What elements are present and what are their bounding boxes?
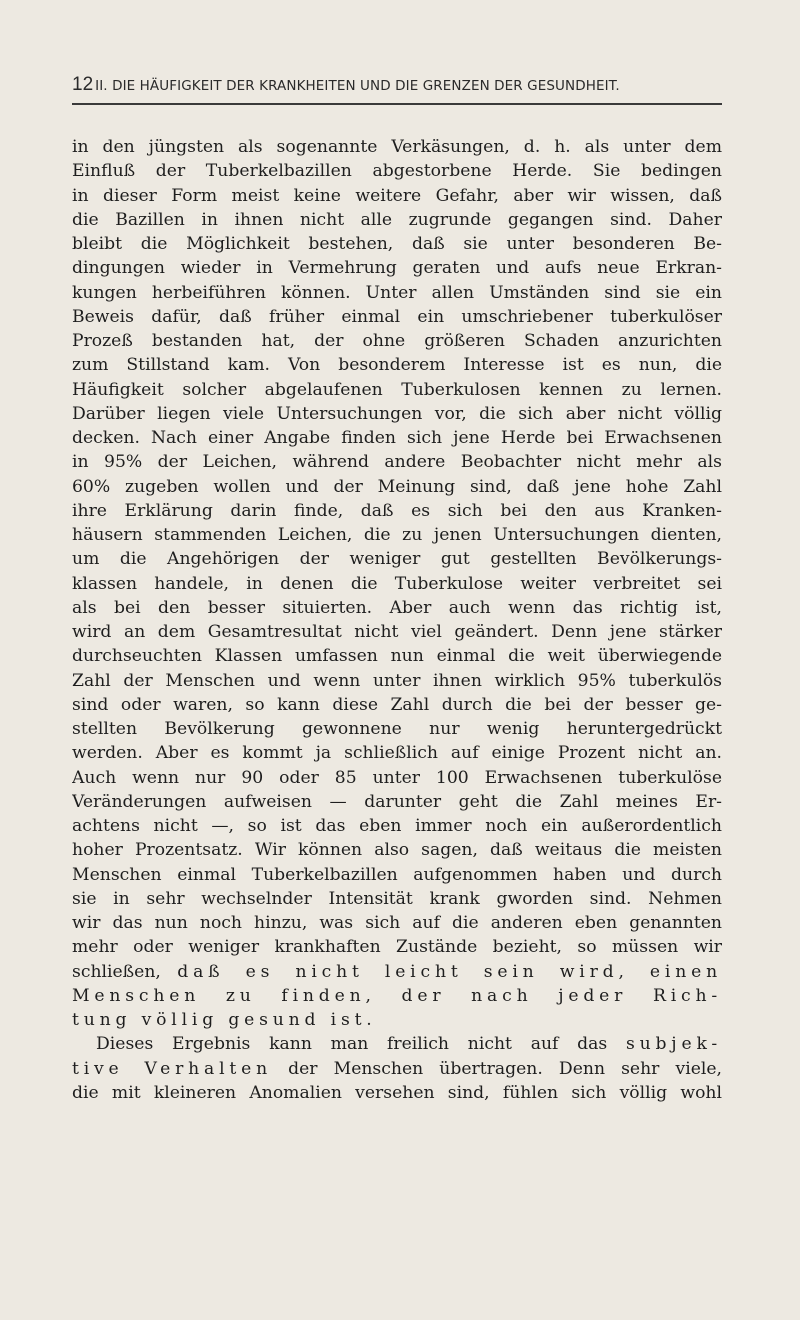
text-line: klassen handele, in denen die Tuberkulose weiter verbreitet sei xyxy=(72,573,722,594)
text-line: stellten Bevölkerung gewonnene nur wenig heruntergedrückt xyxy=(72,719,722,739)
spaced-emphasis: tung völlig gesund ist. xyxy=(72,1010,377,1030)
text-line: achtens nicht —, so ist das eben immer noch ein außerordentlich xyxy=(72,816,722,836)
spaced-emphasis: Menschen zu finden, der nach jeder Rich- xyxy=(72,985,722,1006)
text-line: Einfluß der Tuberkelbazillen abgestorbene Herde. Sie bedingen xyxy=(72,161,722,182)
page-number: 12 xyxy=(72,74,94,95)
text-line: um die Angehörigen der weniger gut gestellten Bevölkerungs- xyxy=(72,549,722,570)
text-line: wird an dem Gesamtresultat nicht viel geändert. Denn jene stärker xyxy=(72,622,722,642)
text-line: Häufigkeit solcher abgelaufenen Tuberkulosen kennen zu lernen. xyxy=(72,379,722,400)
text-segment: der Menschen übertragen. Denn sehr viele, xyxy=(272,1058,722,1079)
body-text xyxy=(72,135,722,1105)
text-line: Zahl der Menschen und wenn unter ihnen wirklich 95% tuberkulös xyxy=(72,670,722,691)
spaced-emphasis: tive Verhalten xyxy=(72,1058,272,1079)
spaced-emphasis: subjek- xyxy=(625,1034,722,1055)
paragraph-2 xyxy=(72,1032,722,1105)
text-line: durchseuchten Klassen umfassen nun einmal die weit überwiegende xyxy=(72,646,722,667)
text-line: decken. Nach einer Angabe finden sich jene Herde bei Erwachsenen xyxy=(72,428,722,448)
header-rule xyxy=(72,103,722,105)
text-line: in dieser Form meist keine weitere Gefahr, aber wir wissen, daß xyxy=(72,185,722,206)
text-line: sie in sehr wechselnder Intensität krank gworden sind. Nehmen xyxy=(72,888,722,909)
text-line: Veränderungen aufweisen — darunter geht die Zahl meines Er- xyxy=(72,791,722,812)
text-line: mehr oder weniger krankhaften Zustände bezieht, so müssen wir xyxy=(72,937,722,958)
text-line: ihre Erklärung darin finde, daß es sich bei den aus Kranken- xyxy=(72,500,722,521)
text-line xyxy=(72,1032,722,1056)
text-line: in 95% der Leichen, während andere Beobachter nicht mehr als xyxy=(72,452,722,473)
text-line: als bei den besser situierten. Aber auch wenn das richtig ist, xyxy=(72,597,722,618)
text-line: in den jüngsten als sogenannte Verkäsungen, d. h. als unter dem xyxy=(72,137,722,157)
page-header xyxy=(72,74,722,96)
text-line: dingungen wieder in Vermehrung geraten und aufs neue Erkran- xyxy=(72,258,722,279)
text-line: werden. Aber es kommt ja schließlich auf einige Prozent nicht an. xyxy=(72,743,722,764)
text-line: wir das nun noch hinzu, was sich auf die anderen eben genannten xyxy=(72,913,722,933)
text-segment: schließen, xyxy=(72,961,178,982)
text-line: häusern stammenden Leichen, die zu jenen Untersuchungen dienten, xyxy=(72,525,722,545)
text-line: hoher Prozentsatz. Wir können also sagen, daß weitaus die meisten xyxy=(72,840,722,861)
text-line: bleibt die Möglichkeit bestehen, daß sie unter besonderen Be- xyxy=(72,234,722,254)
text-line: Prozeß bestanden hat, der ohne größeren Schaden anzurichten xyxy=(72,331,722,351)
text-line: 60% zugeben wollen und der Meinung sind, daß jene hohe Zahl xyxy=(72,476,722,497)
text-line: Beweis dafür, daß früher einmal ein umschriebener tuberkulöser xyxy=(72,306,722,327)
text-line: sind oder waren, so kann diese Zahl durch die bei der besser ge- xyxy=(72,694,722,715)
spaced-emphasis: daß es nicht leicht sein wird, einen xyxy=(177,961,722,982)
text-line: kungen herbeiführen können. Unter allen Umständen sind sie ein xyxy=(72,282,722,303)
text-line xyxy=(72,960,722,984)
text-line: zum Stillstand kam. Von besonderem Interesse ist es nun, die xyxy=(72,355,722,376)
running-head: II. DIE HÄUFIGKEIT DER KRANKHEITEN UND DIE GRENZEN DER GESUNDHEIT. xyxy=(95,78,620,94)
text-line: die Bazillen in ihnen nicht alle zugrunde gegangen sind. Daher xyxy=(72,209,722,230)
text-line: Auch wenn nur 90 oder 85 unter 100 Erwachsenen tuberkulöse xyxy=(72,767,722,788)
text-line: die mit kleineren Anomalien versehen sind, fühlen sich völlig wohl xyxy=(72,1082,722,1103)
text-line xyxy=(72,1057,722,1081)
text-line: Menschen einmal Tuberkelbazillen aufgenommen haben und durch xyxy=(72,864,722,885)
paragraph-1 xyxy=(72,135,722,1032)
text-segment: Dieses Ergebnis kann man freilich nicht auf das xyxy=(96,1034,626,1055)
text-line: Darüber liegen viele Untersuchungen vor, die sich aber nicht völlig xyxy=(72,403,722,424)
